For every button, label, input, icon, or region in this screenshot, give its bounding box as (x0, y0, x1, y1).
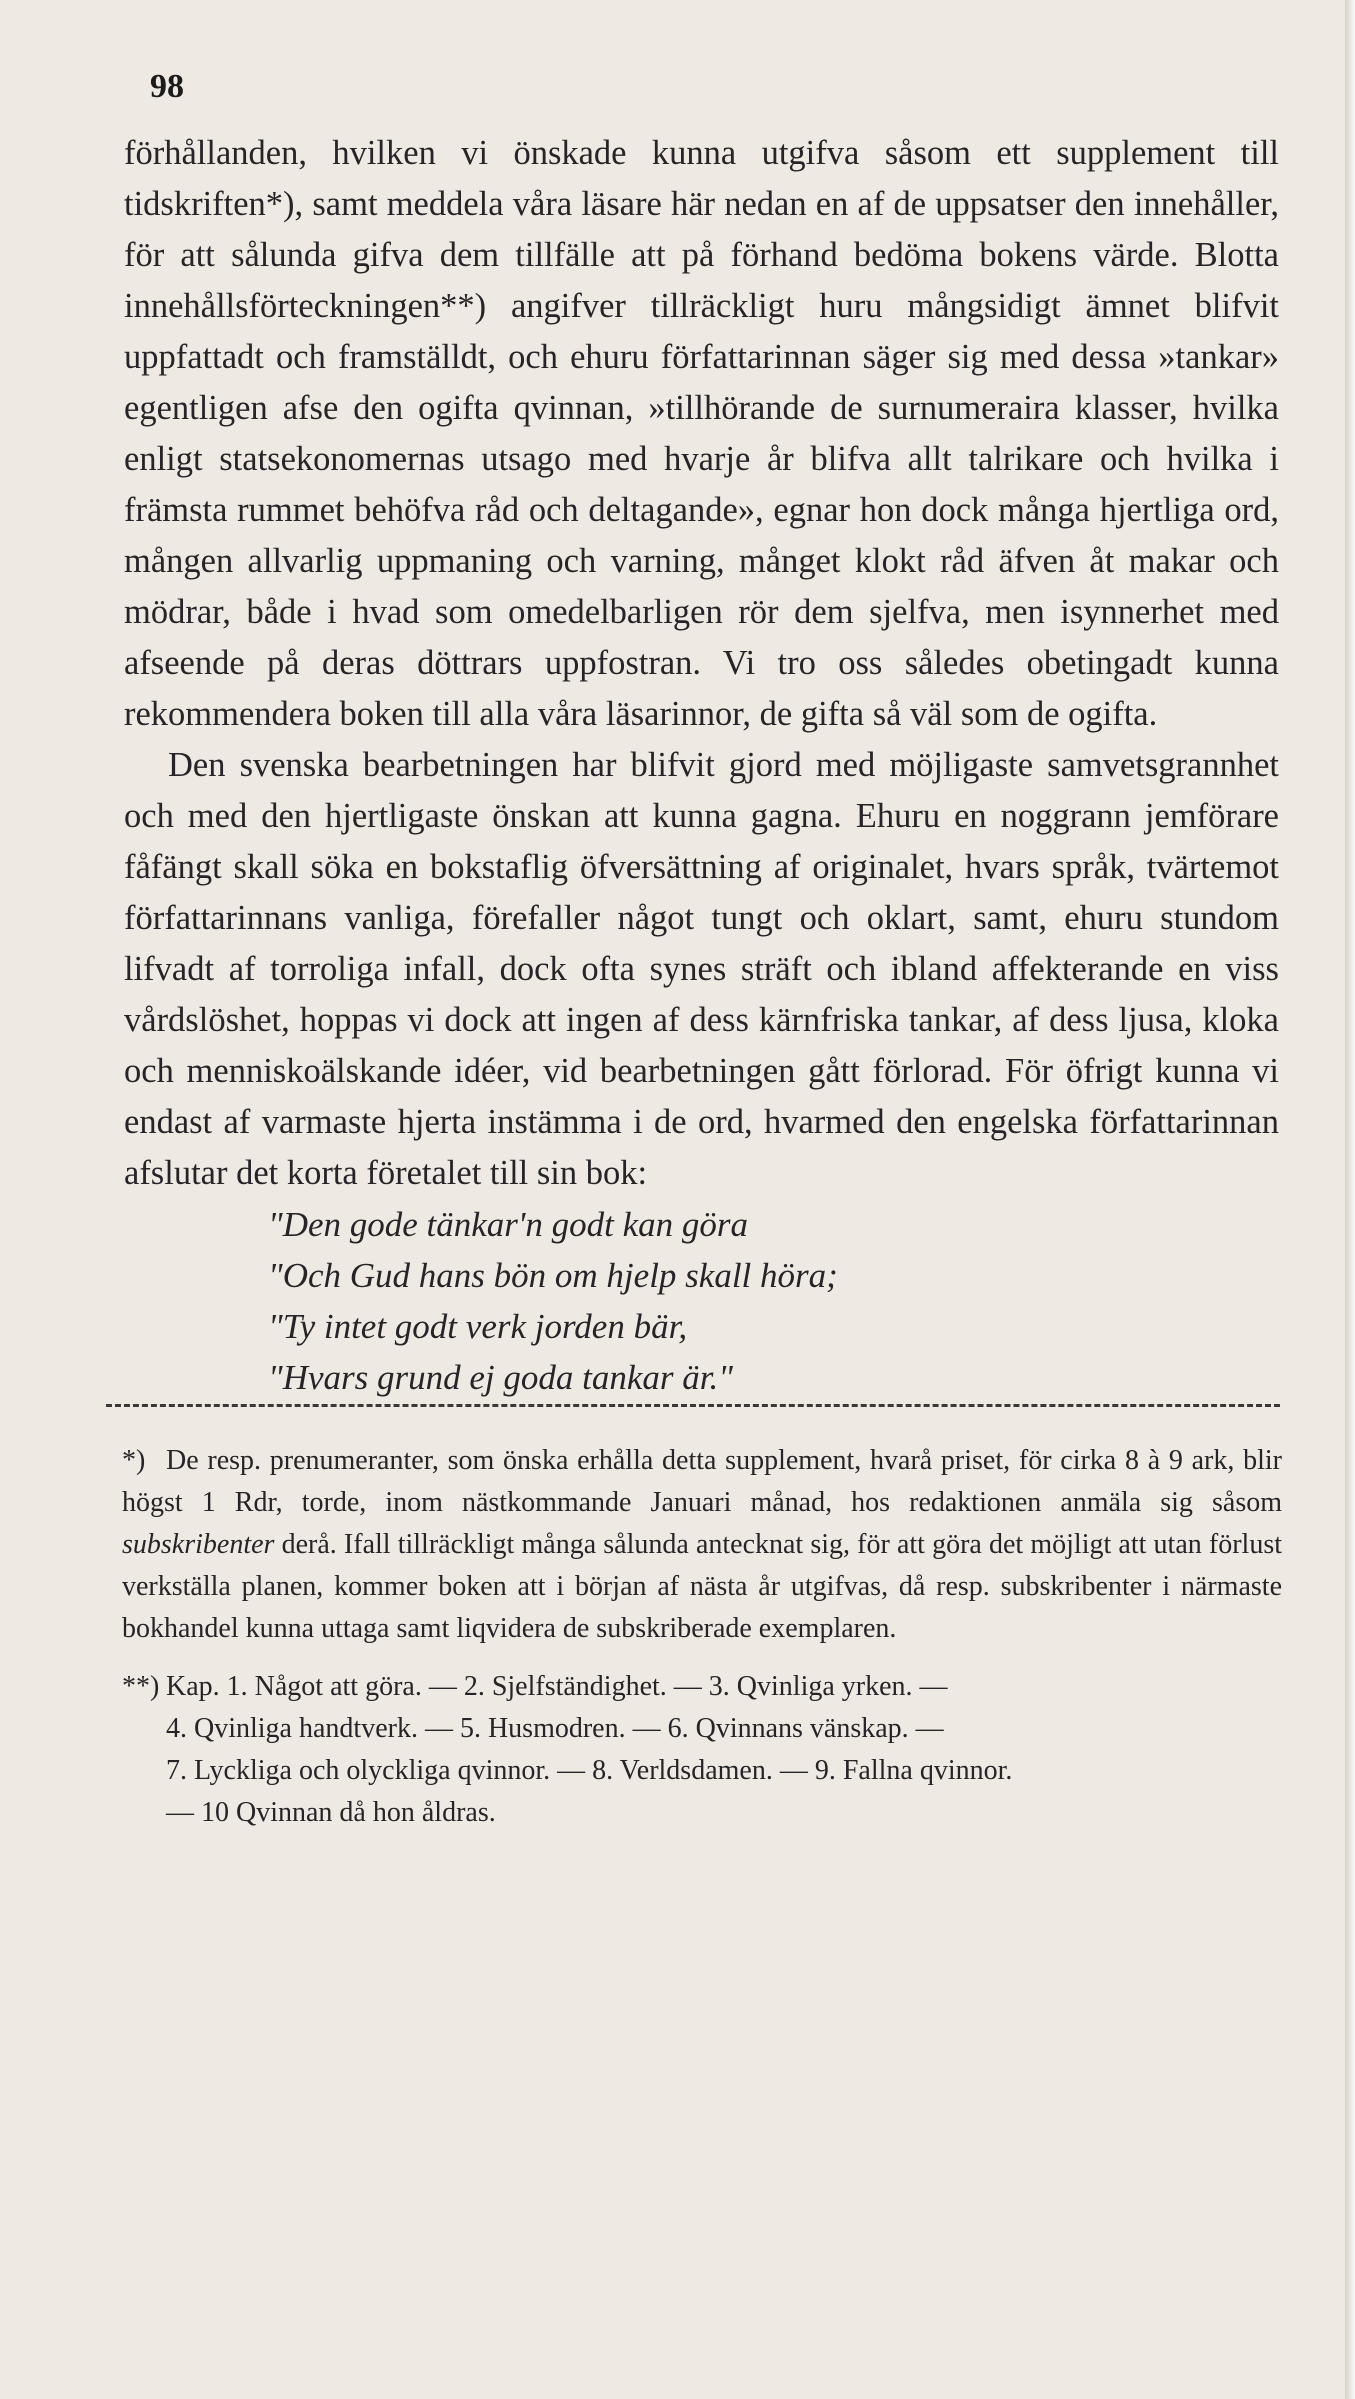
poem-line: "Ty intet godt verk jorden bär, (268, 1307, 688, 1346)
poem-line: "Den gode tänkar'n godt kan göra (268, 1205, 749, 1244)
paragraph: förhållanden, hvilken vi önskade kunna utgifva såsom ett supplement till tidskriften*), samt meddela våra läsare här nedan en af de uppsatser den innehåller, för att sålunda gifva dem tillfälle att på förhand bedöma bokens värde. Blotta innehållsförteckningen**) angifver tillräckligt huru mångsidigt ämnet blifvit uppfattadt och framställdt, och ehuru författarinnan säger sig med dessa »tankar» egentligen afse den ogifta qvinnan, »tillhörande de surnumeraira klasser, hvilka enligt statsekonomernas utsago med hvarje år blifva allt talrikare och hvilka i främsta rummet behöfva råd och deltagande», egnar hon dock många hjertliga ord, mången allvarlig uppmaning och varning, månget klokt råd äfven åt makar och mödrar, både i hvad som omedelbarligen rör dem sjelfva, men isynnerhet med afseende på deras döttrars uppfostran. Vi tro oss således obetingadt kunna rekommendera boken till alla våra läsarinnor, de gifta så väl som de ogifta. (124, 134, 1279, 733)
main-text (124, 128, 1279, 1403)
footnote-emphasis: subskribenter (122, 1529, 275, 1560)
poem-quote (268, 1199, 1279, 1403)
paragraph: Den svenska bearbetningen har blifvit gjord med möjligaste samvetsgrannhet och med den hjertligaste önskan att kunna gagna. Ehuru en noggrann jemförare fåfängt skall söka en bokstaflig öfversättning af originalet, hvars språk, tvärtemot författarinnans vanliga, förefaller något tungt och oklart, samt, ehuru stundom lifvadt af torroliga infall, dock ofta synes sträft och ibland affekterande en viss vårdslöshet, hoppas vi dock att ingen af dess kärnfriska tankar, af dess ljusa, kloka och menniskoälskande idéer, vid bearbetningen gått förlorad. För öfrigt kunna vi endast af varmaste hjerta instämma i de ord, hvarmed den engelska författarinnan afslutar det korta företalet till sin bok: (124, 746, 1279, 1192)
footnote-contents (122, 1666, 1282, 1834)
footnote-subscription (122, 1440, 1282, 1650)
page-edge (1345, 0, 1355, 2399)
poem-line: "Hvars grund ej goda tankar är." (268, 1358, 733, 1397)
contents-line: 7. Lyckliga och olyckliga qvinnor. — 8. Verldsdamen. — 9. Fallna qvinnor. (166, 1755, 1013, 1786)
contents-line: 4. Qvinliga handtverk. — 5. Husmodren. — 6. Qvinnans vänskap. — (166, 1713, 944, 1744)
footnote-mark: **) (122, 1671, 160, 1702)
footnote-divider (106, 1404, 1280, 1407)
footnote-text: derå. Ifall tillräckligt många sålunda antecknat sig, för att göra det möjligt att utan förlust verkställa planen, kommer boken att i början af nästa år utgifvas, då resp. subskribenter i närmaste bokhandel kunna uttaga samt liqvidera de subskriberade exemplaren. (122, 1529, 1282, 1644)
footnotes (122, 1440, 1282, 1850)
poem-line: "Och Gud hans bön om hjelp skall höra; (268, 1256, 838, 1295)
footnote-text: De resp. prenumeranter, som önska erhålla detta supplement, hvarå priset, för cirka 8 à 9 ark, blir högst 1 Rdr, torde, inom nästkommande Januari månad, hos redaktionen anmäla sig såsom (122, 1445, 1282, 1518)
contents-line: Kap. 1. Något att göra. — 2. Sjelfständighet. — 3. Qvinliga yrken. — (166, 1671, 948, 1702)
contents-line: — 10 Qvinnan då hon åldras. (166, 1797, 496, 1828)
footnote-mark: *) (122, 1445, 146, 1476)
page-number: 98 (150, 68, 184, 105)
